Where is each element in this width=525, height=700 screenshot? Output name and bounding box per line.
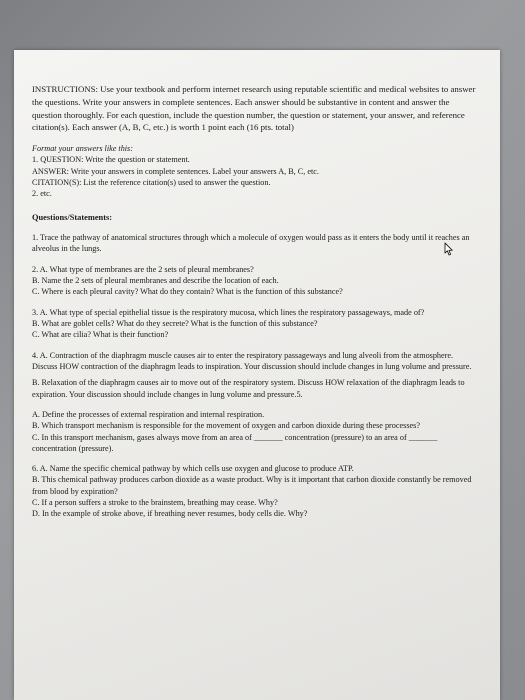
question-5-a: A. Define the processes of external respiration and internal respiration. xyxy=(32,409,265,419)
question-3-a: 3. A. What type of special epithelial tissue is the respiratory mucosa, which lines the respiratory passageways, made of? xyxy=(32,307,425,317)
question-4-a: 4. A. Contraction of the diaphragm muscle causes air to enter the respiratory passageways and lung alveoli from the atmosphere. Discuss HOW contraction of the diaphragm leads to inspiration. Your discussion should include changes in lung volume and pressure. xyxy=(32,350,472,371)
question-3-c: C. What are cilia? What is their function? xyxy=(32,330,169,340)
format-title: Format your answers like this: xyxy=(32,144,133,153)
format-line-answer: ANSWER: Write your answers in complete sentences. Label your answers A, B, C, etc. xyxy=(32,166,319,176)
question-6-b: B. This chemical pathway produces carbon dioxide as a waste product. Why is it important that carbon dioxide constantly be removed from blood by expiration? xyxy=(32,475,472,496)
question-5-c: C. In this transport mechanism, gases always move from an area of _______ concentration (pressure) to an area of _______ concentration (pressure). xyxy=(32,432,438,453)
question-4-b: B. Relaxation of the diaphragm causes air to move out of the respiratory system. Discuss HOW relaxation of the diaphragm leads to expiration. Your discussion should include changes in lung volume and pressure.5. xyxy=(32,378,465,399)
question-3-b: B. What are goblet cells? What do they secrete? What is the function of this substance? xyxy=(32,319,318,329)
document-content xyxy=(32,83,478,520)
question-2-b: B. Name the 2 sets of pleural membranes and describe the location of each. xyxy=(32,276,279,286)
mouse-pointer-icon xyxy=(442,242,454,256)
document-page xyxy=(14,50,500,700)
instructions-paragraph: INSTRUCTIONS: Use your textbook and perform internet research using reputable scientific and medical websites to answer the questions. Write your answers in complete sentences. Each answer should be substantive in content and answer the question thoroughly. For each question, include the question number, the question or statement, your answer, and reference citation(s). Each answer (A, B, C, etc.) is worth 1 point each (16 pts. total) xyxy=(32,84,476,133)
format-line-etc: 2. etc. xyxy=(32,189,52,199)
questions-heading: Questions/Statements: xyxy=(32,212,113,222)
question-2 xyxy=(32,264,478,298)
question-2-c: C. Where is each pleural cavity? What do they contain? What is the function of this substance? xyxy=(32,287,343,297)
question-1 xyxy=(32,232,478,255)
question-6-d: D. In the example of stroke above, if breathing never resumes, body cells die. Why? xyxy=(32,509,308,519)
question-5 xyxy=(32,409,478,454)
question-3 xyxy=(32,307,478,341)
question-4 xyxy=(32,350,478,400)
format-line-question: 1. QUESTION: Write the question or statement. xyxy=(32,155,190,165)
question-1-text: 1. Trace the pathway of anatomical structures through which a molecule of oxygen would pass as it enters the body until it reaches an alveolus in the lungs. xyxy=(32,233,470,254)
format-line-citation: CITATION(S): List the reference citation(s) used to answer the question. xyxy=(32,177,271,187)
question-2-a: 2. A. What type of membranes are the 2 sets of pleural membranes? xyxy=(32,264,254,274)
question-5-b: B. Which transport mechanism is responsible for the movement of oxygen and carbon dioxide during these processes? xyxy=(32,421,420,431)
question-6 xyxy=(32,463,478,520)
question-6-a: 6. A. Name the specific chemical pathway by which cells use oxygen and glucose to produce ATP. xyxy=(32,464,354,474)
question-6-c: C. If a person suffers a stroke to the brainstem, breathing may cease. Why? xyxy=(32,498,278,508)
